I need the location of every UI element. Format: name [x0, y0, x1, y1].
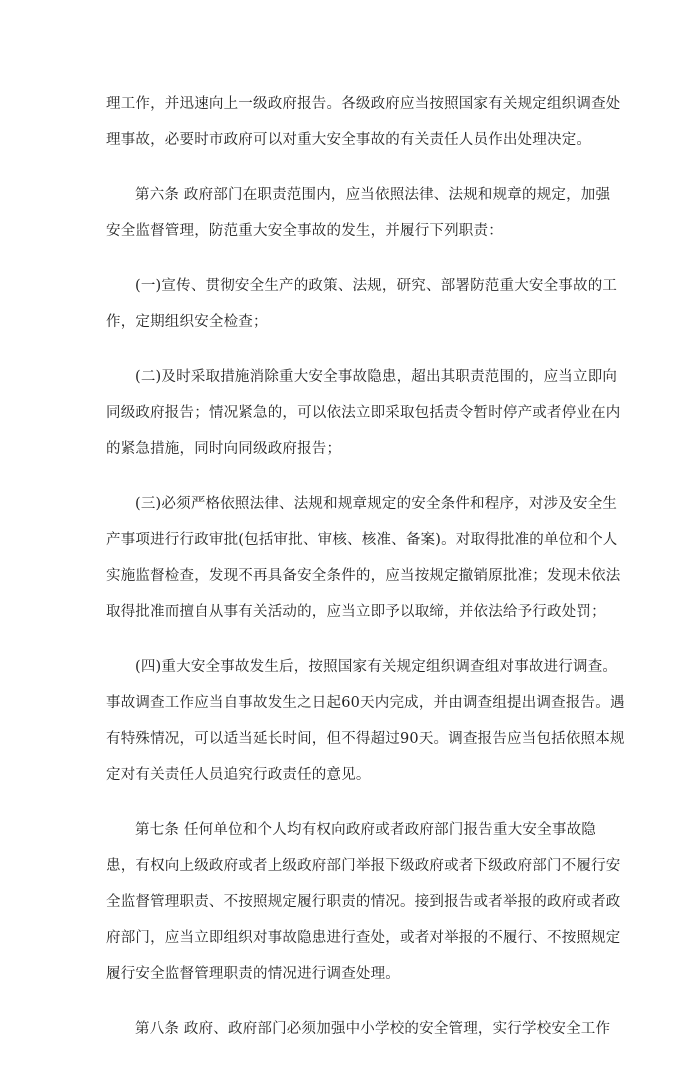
text-line: 产事项进行行政审批(包括审批、审核、核准、备案)。对取得批准的单位和个人	[106, 532, 618, 548]
text-line: 府部门，应当立即组织对事故隐患进行查处，或者对举报的不履行、不按照规定	[106, 930, 621, 946]
paragraph-continuation	[106, 86, 621, 158]
text-line: 定对有关责任人员追究行政责任的意见。	[106, 767, 371, 783]
text-line: 履行安全监督管理职责的情况进行调查处理。	[106, 966, 400, 982]
text-line: 第八条 政府、政府部门必须加强中小学校的安全管理，实行学校安全工作	[135, 1021, 611, 1037]
text-line: (四)重大安全事故发生后，按照国家有关规定组织调查组对事故进行调查。	[135, 659, 618, 675]
text-line: 第六条 政府部门在职责范围内，应当依照法律、法规和规章的规定，加强	[135, 187, 611, 203]
article-6	[106, 177, 611, 249]
text-line: 安全监督管理，防范重大安全事故的发生，并履行下列职责：	[106, 223, 503, 239]
text-line: (二)及时采取措施消除重大安全事故隐患，超出其职责范围的，应当立即向	[135, 369, 618, 385]
text-line: 理工作，并迅速向上一级政府报告。各级政府应当按照国家有关规定组织调查处	[106, 96, 621, 112]
text-line: 取得批准而擅自从事有关活动的，应当立即予以取缔，并依法给予行政处罚；	[106, 604, 606, 620]
article-8	[106, 1011, 611, 1047]
text-line: 事故调查工作应当自事故发生之日起60天内完成，并由调查组提出调查报告。遇	[106, 695, 625, 711]
text-line: (一)宣传、贯彻安全生产的政策、法规，研究、部署防范重大安全事故的工	[135, 278, 618, 294]
article-6-item-2	[106, 359, 621, 467]
text-line: 实施监督检查，发现不再具备安全条件的，应当按规定撤销原批准；发现未依法	[106, 568, 621, 584]
article-6-item-1	[106, 268, 618, 340]
text-line: 第七条 任何单位和个人均有权向政府或者政府部门报告重大安全事故隐	[135, 822, 596, 838]
article-6-item-4	[106, 649, 625, 793]
document-page	[106, 86, 625, 1066]
text-line: 全监督管理职责、不按照规定履行职责的情况。接到报告或者举报的政府或者政	[106, 894, 621, 910]
article-6-item-3	[106, 486, 621, 630]
text-line: 理事故，必要时市政府可以对重大安全事故的有关责任人员作出处理决定。	[106, 132, 592, 148]
text-line: (三)必须严格依照法律、法规和规章规定的安全条件和程序，对涉及安全生	[135, 496, 618, 512]
article-7	[106, 812, 621, 992]
text-line: 同级政府报告；情况紧急的，可以依法立即采取包括责令暂时停产或者停业在内	[106, 405, 621, 421]
text-line: 有特殊情况，可以适当延长时间，但不得超过90天。调查报告应当包括依照本规	[106, 731, 625, 747]
text-line: 的紧急措施，同时向同级政府报告；	[106, 441, 342, 457]
text-line: 患，有权向上级政府或者上级政府部门举报下级政府或者下级政府部门不履行安	[106, 858, 621, 874]
text-line: 作，定期组织安全检查；	[106, 314, 268, 330]
